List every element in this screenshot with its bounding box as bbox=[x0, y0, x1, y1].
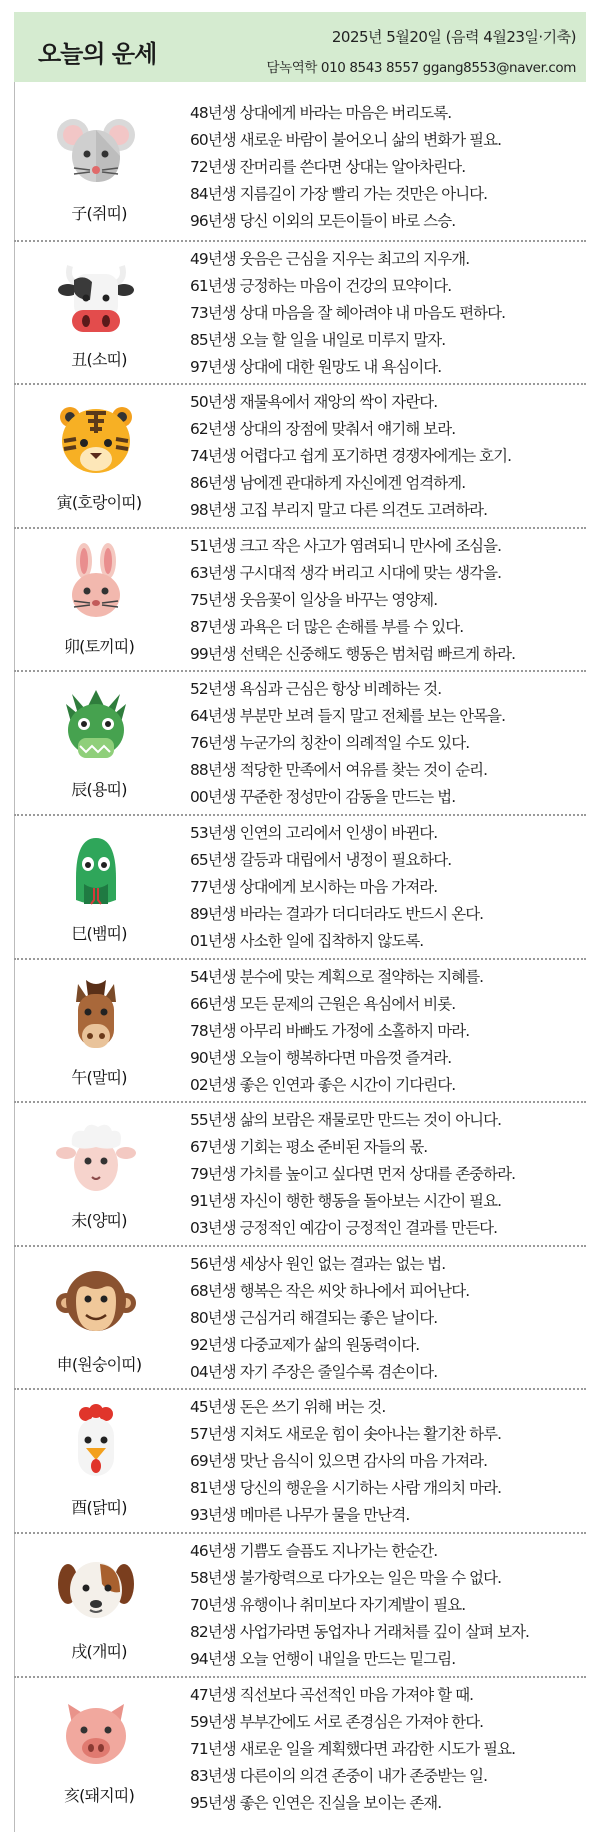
zodiac-row bbox=[14, 1532, 586, 1676]
fortune-lines bbox=[190, 1107, 586, 1242]
fortune-lines bbox=[190, 1251, 586, 1386]
zodiac-row bbox=[14, 814, 586, 958]
header-bar bbox=[14, 12, 586, 82]
zodiac-animal bbox=[14, 529, 162, 671]
dog-icon bbox=[56, 1548, 136, 1628]
zodiac-row bbox=[14, 670, 586, 814]
fortune-lines bbox=[190, 246, 586, 381]
zodiac-animal bbox=[14, 1390, 162, 1532]
zodiac-row bbox=[14, 96, 586, 240]
fortune-line: 91년생 자신이 행한 행동을 돌아보는 시간이 필요. bbox=[190, 1192, 502, 1211]
fortune-line: 75년생 웃음꽃이 일상을 바꾸는 영양제. bbox=[190, 590, 438, 609]
fortune-line: 53년생 인연의 고리에서 인생이 바뀐다. bbox=[190, 823, 438, 842]
fortune-line: 45년생 돈은 쓰기 위해 버는 것. bbox=[190, 1398, 386, 1417]
fortune-line: 87년생 과욕은 더 많은 손해를 부를 수 있다. bbox=[190, 617, 464, 636]
fortune-line: 78년생 아무리 바빠도 가정에 소홀하지 마라. bbox=[190, 1021, 470, 1040]
zodiac-animal bbox=[14, 96, 162, 240]
fortune-line: 70년생 유행이나 취미보다 자기계발이 필요. bbox=[190, 1595, 466, 1614]
zodiac-row bbox=[14, 527, 586, 671]
fortune-line: 57년생 지쳐도 새로운 힘이 솟아나는 활기찬 하루. bbox=[190, 1425, 502, 1444]
fortune-lines bbox=[190, 533, 586, 668]
fortune-line: 88년생 적당한 만족에서 여유를 찾는 것이 순리. bbox=[190, 761, 488, 780]
zodiac-name: 未(양띠) bbox=[71, 1211, 127, 1231]
fortune-line: 95년생 좋은 인연은 진실을 보이는 존재. bbox=[190, 1793, 442, 1812]
zodiac-name: 酉(닭띠) bbox=[71, 1498, 127, 1518]
date-line: 2025년 5월20일 (음력 4월23일·기축) bbox=[331, 28, 576, 46]
fortune-line: 98년생 고집 부리지 말고 다른 의견도 고려하라. bbox=[190, 501, 488, 520]
sheep-icon bbox=[56, 1117, 136, 1197]
fortune-line: 60년생 새로운 바람이 불어오니 삶의 변화가 필요. bbox=[190, 131, 502, 149]
zodiac-row bbox=[14, 383, 586, 527]
page-title: 오늘의 운세 bbox=[38, 40, 157, 68]
fortune-line: 92년생 다중교제가 삶의 원동력이다. bbox=[190, 1335, 420, 1354]
fortune-line: 00년생 꾸준한 정성만이 감동을 만드는 법. bbox=[190, 788, 456, 807]
fortune-lines bbox=[190, 676, 586, 811]
zodiac-name: 卯(토끼띠) bbox=[63, 636, 135, 656]
fortune-lines bbox=[190, 1394, 586, 1529]
zodiac-row bbox=[14, 1388, 586, 1532]
fortune-line: 71년생 새로운 일을 계획했다면 과감한 시도가 필요. bbox=[190, 1739, 516, 1758]
dragon-icon bbox=[56, 686, 136, 766]
fortune-line: 56년생 세상사 원인 없는 결과는 없는 법. bbox=[190, 1254, 446, 1273]
fortune-line: 02년생 좋은 인연과 좋은 시간이 기다린다. bbox=[190, 1075, 456, 1094]
fortune-line: 64년생 부분만 보려 들지 말고 전체를 보는 안목을. bbox=[190, 707, 506, 726]
fortune-line: 83년생 다른이의 의견 존중이 내가 존중받는 일. bbox=[190, 1766, 488, 1785]
fortune-lines bbox=[190, 820, 586, 955]
pig-icon bbox=[56, 1692, 136, 1772]
fortune-lines bbox=[190, 964, 586, 1099]
zodiac-row bbox=[14, 1101, 586, 1245]
zodiac-name: 辰(용띠) bbox=[71, 780, 127, 800]
fortune-line: 51년생 크고 작은 사고가 염려되니 만사에 조심을. bbox=[190, 536, 502, 555]
fortune-line: 86년생 남에겐 관대하게 자신에겐 엄격하게. bbox=[190, 474, 466, 493]
zodiac-row bbox=[14, 1676, 586, 1820]
fortune-line: 79년생 가치를 높이고 싶다면 먼저 상대를 존중하라. bbox=[190, 1165, 516, 1184]
fortune-line: 73년생 상대 마음을 잘 헤아려야 내 마음도 편하다. bbox=[190, 303, 506, 322]
zodiac-row bbox=[14, 1245, 586, 1389]
zodiac-animal bbox=[14, 1534, 162, 1676]
fortune-lines bbox=[190, 100, 586, 235]
fortune-line: 97년생 상대에 대한 원망도 내 욕심이다. bbox=[190, 357, 442, 376]
zodiac-animal bbox=[14, 242, 162, 384]
zodiac-row bbox=[14, 240, 586, 384]
fortune-lines bbox=[190, 1538, 586, 1673]
fortune-line: 96년생 당신 이외의 모든이들이 바로 스승. bbox=[190, 212, 456, 230]
fortune-line: 04년생 자기 주장은 줄일수록 겸손이다. bbox=[190, 1362, 438, 1381]
zodiac-animal bbox=[14, 1247, 162, 1389]
fortune-line: 81년생 당신의 행운을 시기하는 사람 개의치 마라. bbox=[190, 1479, 502, 1498]
fortune-line: 50년생 재물욕에서 재앙의 싹이 자란다. bbox=[190, 393, 438, 412]
rooster-icon bbox=[56, 1404, 136, 1484]
zodiac-animal bbox=[14, 385, 162, 527]
fortune-line: 89년생 바라는 결과가 더디더라도 반드시 온다. bbox=[190, 904, 484, 923]
zodiac-animal bbox=[14, 816, 162, 958]
rat-icon bbox=[56, 110, 136, 190]
horse-icon bbox=[56, 974, 136, 1054]
monkey-icon bbox=[56, 1261, 136, 1341]
fortune-line: 77년생 상대에게 보시하는 마음 가져라. bbox=[190, 877, 438, 896]
fortune-line: 72년생 잔머리를 쓴다면 상대는 알아차린다. bbox=[190, 158, 466, 176]
contact-line: 담녹역학 010 8543 8557 ggang8553@naver.com bbox=[266, 60, 576, 76]
fortune-line: 54년생 분수에 맞는 계획으로 절약하는 지혜를. bbox=[190, 967, 484, 986]
fortune-line: 63년생 구시대적 생각 버리고 시대에 맞는 생각을. bbox=[190, 563, 502, 582]
zodiac-animal bbox=[14, 1678, 162, 1820]
zodiac-animal bbox=[14, 1103, 162, 1245]
zodiac-name: 子(쥐띠) bbox=[71, 204, 127, 223]
fortune-lines bbox=[190, 389, 586, 524]
fortune-line: 99년생 선택은 신중해도 행동은 범처럼 빠르게 하라. bbox=[190, 644, 516, 663]
fortune-line: 01년생 사소한 일에 집착하지 않도록. bbox=[190, 931, 424, 950]
zodiac-animal bbox=[14, 960, 162, 1102]
fortune-line: 52년생 욕심과 근심은 항상 비례하는 것. bbox=[190, 680, 442, 699]
tiger-icon bbox=[56, 399, 136, 479]
zodiac-name: 戌(개띠) bbox=[71, 1641, 127, 1661]
zodiac-animal bbox=[14, 672, 162, 814]
zodiac-name: 寅(호랑이띠) bbox=[56, 493, 142, 513]
fortune-line: 47년생 직선보다 곡선적인 마음 가져야 할 때. bbox=[190, 1685, 474, 1704]
fortune-line: 55년생 삶의 보람은 재물로만 만드는 것이 아니다. bbox=[190, 1111, 502, 1130]
ox-icon bbox=[56, 256, 136, 336]
fortune-line: 85년생 오늘 할 일을 내일로 미루지 말자. bbox=[190, 330, 446, 349]
fortune-line: 93년생 메마른 나무가 물을 만난격. bbox=[190, 1506, 410, 1525]
zodiac-list bbox=[14, 96, 586, 1819]
fortune-line: 59년생 부부간에도 서로 존경심은 가져야 한다. bbox=[190, 1712, 484, 1731]
fortune-line: 74년생 어렵다고 쉽게 포기하면 경쟁자에게는 호기. bbox=[190, 447, 512, 466]
zodiac-name: 丑(소띠) bbox=[71, 349, 127, 369]
fortune-line: 58년생 불가항력으로 다가오는 일은 막을 수 없다. bbox=[190, 1568, 502, 1587]
zodiac-name: 申(원숭이띠) bbox=[56, 1354, 142, 1374]
fortune-line: 67년생 기회는 평소 준비된 자들의 몫. bbox=[190, 1138, 428, 1157]
rabbit-icon bbox=[56, 543, 136, 623]
snake-icon bbox=[56, 830, 136, 910]
fortune-line: 03년생 긍정적인 예감이 긍정적인 결과를 만든다. bbox=[190, 1219, 498, 1238]
fortune-line: 90년생 오늘이 행복하다면 마음껏 즐겨라. bbox=[190, 1048, 452, 1067]
fortune-line: 84년생 지름길이 가장 빨리 가는 것만은 아니다. bbox=[190, 185, 488, 203]
fortune-line: 80년생 근심거리 해결되는 좋은 날이다. bbox=[190, 1308, 438, 1327]
fortune-line: 49년생 웃음은 근심을 지우는 최고의 지우개. bbox=[190, 249, 470, 268]
fortune-line: 62년생 상대의 장점에 맞춰서 얘기해 보라. bbox=[190, 420, 456, 439]
fortune-line: 46년생 기쁨도 슬픔도 지나가는 한순간. bbox=[190, 1541, 438, 1560]
zodiac-name: 亥(돼지띠) bbox=[63, 1785, 135, 1805]
fortune-line: 94년생 오늘 언행이 내일을 만드는 밑그림. bbox=[190, 1649, 456, 1668]
fortune-lines bbox=[190, 1682, 586, 1817]
zodiac-row bbox=[14, 958, 586, 1102]
fortune-line: 82년생 사업가라면 동업자나 거래처를 깊이 살펴 보자. bbox=[190, 1622, 530, 1641]
fortune-line: 69년생 맛난 음식이 있으면 감사의 마음 가져라. bbox=[190, 1452, 488, 1471]
fortune-line: 76년생 누군가의 칭찬이 의례적일 수도 있다. bbox=[190, 734, 470, 753]
fortune-line: 48년생 상대에게 바라는 마음은 버리도록. bbox=[190, 104, 452, 122]
fortune-line: 61년생 긍정하는 마음이 건강의 묘약이다. bbox=[190, 276, 452, 295]
zodiac-name: 巳(뱀띠) bbox=[71, 923, 127, 943]
zodiac-name: 午(말띠) bbox=[71, 1067, 127, 1087]
fortune-line: 68년생 행복은 작은 씨앗 하나에서 피어난다. bbox=[190, 1281, 470, 1300]
fortune-line: 66년생 모든 문제의 근원은 욕심에서 비롯. bbox=[190, 994, 456, 1013]
fortune-line: 65년생 갈등과 대립에서 냉정이 필요하다. bbox=[190, 850, 452, 869]
